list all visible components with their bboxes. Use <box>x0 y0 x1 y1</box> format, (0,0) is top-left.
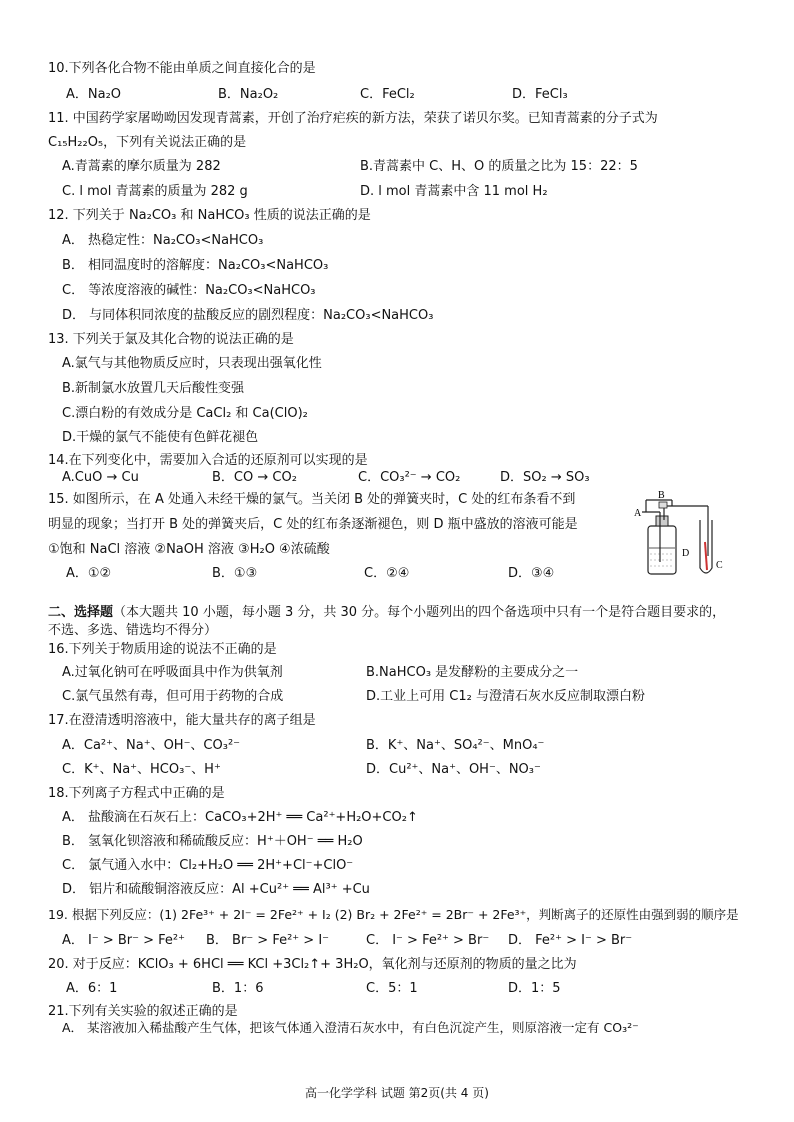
q18-option-b: B． 氢氧化钡溶液和稀硫酸反应：H⁺＋OH⁻ ══ H₂O <box>62 834 363 849</box>
q18-option-d: D． 铝片和硫酸铜溶液反应：Al +Cu²⁺ ══ Al³⁺ +Cu <box>62 882 370 897</box>
q11-option-b: B.青蒿素中 C、H、O 的质量之比为 15：22：5 <box>360 159 638 174</box>
q15-option-d: D．③④ <box>508 566 555 581</box>
q17-option-d: D．Cu²⁺、Na⁺、OH⁻、NO₃⁻ <box>366 762 541 777</box>
q16-option-a: A.过氧化钠可在呼吸面具中作为供氧剂 <box>62 665 283 680</box>
q13-option-d: D.干燥的氯气不能使有色鲜花褪色 <box>62 430 259 445</box>
q11-option-c: C. l mol 青蒿素的质量为 282 g <box>62 184 248 199</box>
q20-option-c: C．5：1 <box>366 981 418 996</box>
q21-option-a: A． 某溶液加入稀盐酸产生气体，把该气体通入澄清石灰水中，有白色沉淀产生，则原溶液一定有 CO₃²⁻ <box>62 1020 639 1035</box>
section2-desc-line1: （本大题共 10 小题，每小题 3 分，共 30 分。每个小题列出的四个备选项中只有一个是符合题目要求的， <box>113 605 726 620</box>
q11-stem-line1: 11. 中国药学家屠呦呦因发现青蒿素，开创了治疗疟疾的新方法，荣获了诺贝尔奖。已知青蒿素的分子式为 <box>48 111 658 126</box>
q21-stem: 21.下列有关实验的叙述正确的是 <box>48 1004 238 1019</box>
label-d: D <box>682 548 690 559</box>
q13-stem: 13. 下列关于氯及其化合物的说法正确的是 <box>48 332 294 347</box>
q13-option-c: C.漂白粉的有效成分是 CaCl₂ 和 Ca(ClO)₂ <box>62 406 308 421</box>
q19-option-d: D． Fe²⁺ > I⁻ > Br⁻ <box>508 933 633 948</box>
q18-stem: 18.下列离子方程式中正确的是 <box>48 786 225 801</box>
q17-stem: 17.在澄清透明溶液中，能大量共存的离子组是 <box>48 713 316 728</box>
apparatus-drawing <box>628 490 728 582</box>
q10-option-d: D．FeCl₃ <box>512 87 568 102</box>
q10-option-a: A．Na₂O <box>66 87 122 102</box>
label-a: A <box>634 508 642 519</box>
q13-option-b: B.新制氯水放置几天后酸性变强 <box>62 381 245 396</box>
q20-stem: 20. 对于反应：KClO₃ + 6HCl ══ KCl +3Cl₂↑+ 3H₂O，氧化剂与还原剂的物质的量之比为 <box>48 957 577 972</box>
label-b: B <box>658 490 665 501</box>
q10-option-c: C．FeCl₂ <box>360 87 415 102</box>
q14-option-c: C．CO₃²⁻ → CO₂ <box>358 470 461 485</box>
q20-option-d: D．1：5 <box>508 981 561 996</box>
q16-option-b: B.NaHCO₃ 是发酵粉的主要成分之一 <box>366 665 579 680</box>
page-footer: 高一化学学科 试题 第2页(共 4 页) <box>305 1086 489 1100</box>
q15-stem-line1: 15. 如图所示，在 A 处通入未经干燥的氯气。当关闭 B 处的弹簧夹时，C 处的红布条看不到 <box>48 492 576 507</box>
q16-stem: 16.下列关于物质用途的说法不正确的是 <box>48 642 277 657</box>
q12-option-b: B． 相同温度时的溶解度：Na₂CO₃<NaHCO₃ <box>62 258 329 273</box>
section2-desc-line2: 不选、多选、错选均不得分） <box>48 623 218 638</box>
q11-option-d: D. l mol 青蒿素中含 11 mol H₂ <box>360 184 548 199</box>
q17-option-b: B．K⁺、Na⁺、SO₄²⁻、MnO₄⁻ <box>366 738 545 753</box>
label-c: C <box>716 560 723 571</box>
q15-option-b: B．①③ <box>212 566 258 581</box>
q18-option-a: A． 盐酸滴在石灰石上：CaCO₃+2H⁺ ══ Ca²⁺+H₂O+CO₂↑ <box>62 810 418 825</box>
q16-option-c: C.氯气虽然有毒，但可用于药物的合成 <box>62 689 284 704</box>
q12-option-a: A． 热稳定性：Na₂CO₃<NaHCO₃ <box>62 233 264 248</box>
q16-option-d: D.工业上可用 C1₂ 与澄清石灰水反应制取漂白粉 <box>366 689 645 704</box>
q14-stem: 14.在下列变化中，需要加入合适的还原剂可以实现的是 <box>48 453 368 468</box>
q14-option-b: B．CO → CO₂ <box>212 470 297 485</box>
q19-stem: 19. 根据下列反应：(1) 2Fe³⁺ + 2I⁻ = 2Fe²⁺ + I₂ (2) Br₂ + 2Fe²⁺ = 2Br⁻ + 2Fe³⁺，判断离子的还原性由强到弱的顺序是 <box>48 907 739 922</box>
q17-option-a: A．Ca²⁺、Na⁺、OH⁻、CO₃²⁻ <box>62 738 241 753</box>
q15-stem-line2: 明显的现象；当打开 B 处的弹簧夹后，C 处的红布条逐渐褪色，则 D 瓶中盛放的溶液可能是 <box>48 517 578 532</box>
q19-option-a: A． I⁻ > Br⁻ > Fe²⁺ <box>62 933 185 948</box>
q19-option-b: B． Br⁻ > Fe²⁺ > I⁻ <box>206 933 330 948</box>
q12-stem: 12. 下列关于 Na₂CO₃ 和 NaHCO₃ 性质的说法正确的是 <box>48 208 371 223</box>
q17-option-c: C．K⁺、Na⁺、HCO₃⁻、H⁺ <box>62 762 221 777</box>
q20-option-b: B．1：6 <box>212 981 264 996</box>
gas-washing-apparatus-figure <box>628 490 728 582</box>
q12-option-d: D． 与同体积同浓度的盐酸反应的剧烈程度：Na₂CO₃<NaHCO₃ <box>62 308 434 323</box>
q18-option-c: C． 氯气通入水中：Cl₂+H₂O ══ 2H⁺+Cl⁻+ClO⁻ <box>62 858 354 873</box>
q12-option-c: C． 等浓度溶液的碱性：Na₂CO₃<NaHCO₃ <box>62 283 316 298</box>
q19-option-c: C． I⁻ > Fe²⁺ > Br⁻ <box>366 933 490 948</box>
q15-option-c: C．②④ <box>364 566 410 581</box>
q11-stem-line2: C₁₅H₂₂O₅，下列有关说法正确的是 <box>48 135 247 150</box>
section2-title: 二、选择题 <box>48 605 114 620</box>
q13-option-a: A.氯气与其他物质反应时，只表现出强氧化性 <box>62 356 322 371</box>
q20-option-a: A．6：1 <box>66 981 118 996</box>
q15-option-a: A．①② <box>66 566 112 581</box>
q11-option-a: A.青蒿素的摩尔质量为 282 <box>62 159 221 174</box>
q10-option-b: B．Na₂O₂ <box>218 87 279 102</box>
q14-option-a: A.CuO → Cu <box>62 470 139 485</box>
q10-stem: 10.下列各化合物不能由单质之间直接化合的是 <box>48 61 316 76</box>
q14-option-d: D．SO₂ → SO₃ <box>500 470 590 485</box>
q15-stem-line3: ①饱和 NaCl 溶液 ②NaOH 溶液 ③H₂O ④浓硫酸 <box>48 542 330 557</box>
section2-heading <box>48 604 725 622</box>
